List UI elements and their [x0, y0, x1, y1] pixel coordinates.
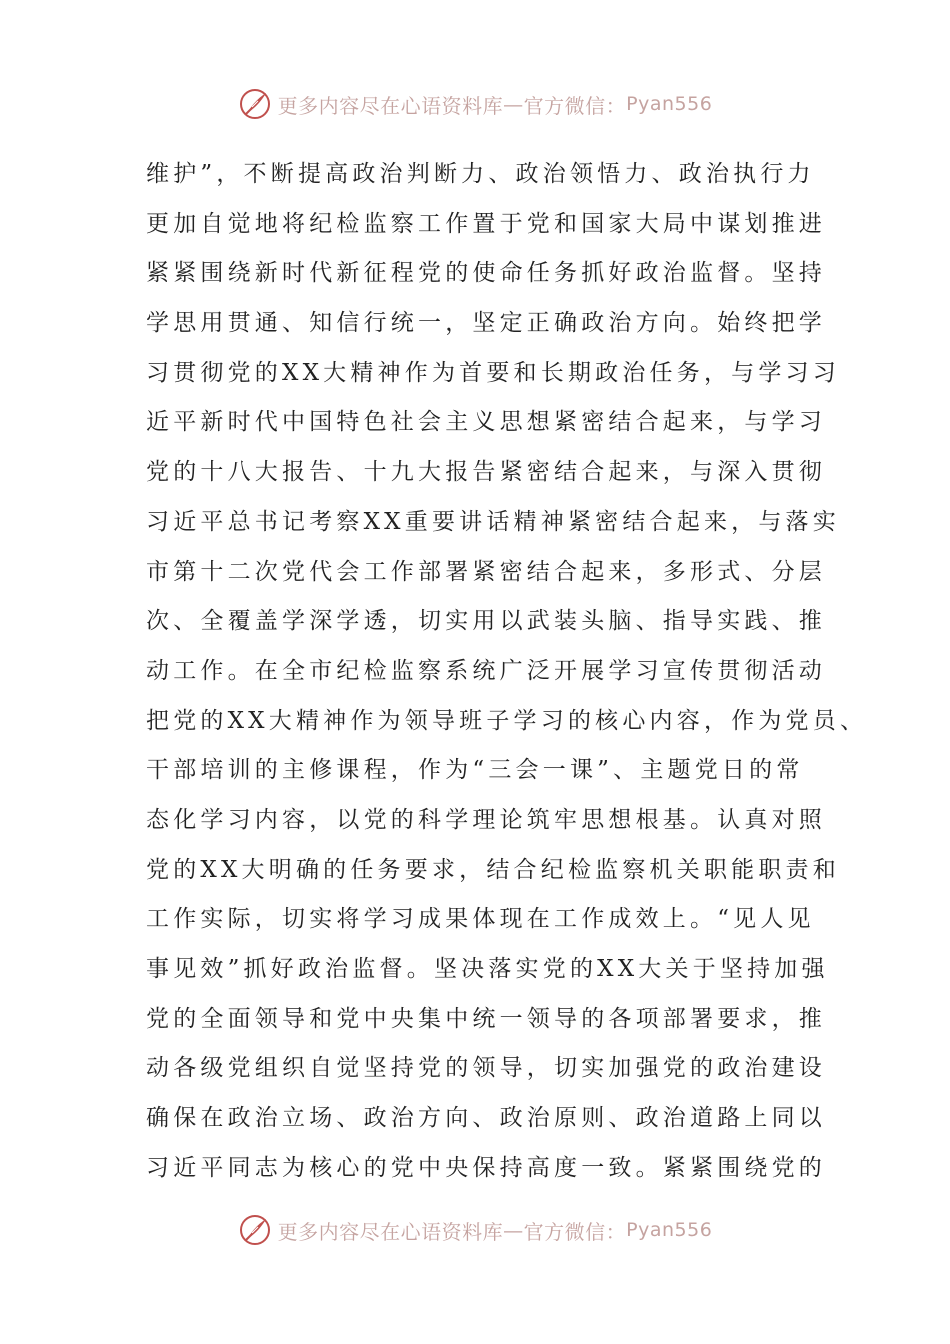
- header-wechat-label: 官方微信：: [523, 93, 627, 118]
- body-line: 更加自觉地将纪检监察工作置于党和国家大局中谋划推进: [146, 210, 826, 237]
- feather-pen-icon: [238, 1213, 272, 1247]
- footer-site-text: 更多内容尽在心语资料库: [277, 1219, 504, 1244]
- body-line: 工作实际，切实将学习成果体现在工作成效上。“见人见: [146, 906, 815, 933]
- footer-wechat-label: 官方微信：: [523, 1219, 627, 1244]
- body-line: 党的十八大报告、十九大报告紧密结合起来，与深入贯彻: [146, 459, 826, 486]
- footer-watermark: [0, 1210, 950, 1250]
- body-line: 动工作。在全市纪检监察系统广泛开展学习宣传贯彻活动: [146, 657, 826, 684]
- body-line: 党的XX大明确的任务要求，结合纪检监察机关职能职责和: [146, 856, 840, 883]
- header-dash: —: [503, 92, 524, 116]
- body-line: 把党的XX大精神作为领导班子学习的核心内容，作为党员、: [146, 707, 868, 734]
- body-line: 维护”，不断提高政治判断力、政治领悟力、政治执行力: [146, 161, 815, 187]
- body-line: 习近平总书记考察XX重要讲话精神紧密结合起来，与落实: [146, 508, 840, 535]
- body-line: 学思用贯通、知信行统一，坚定正确政治方向。始终把学: [146, 310, 826, 337]
- body-line: 事见效”抓好政治监督。坚决落实党的XX大关于坚持加强: [146, 956, 829, 982]
- body-line: 动各级党组织自觉坚持党的领导，切实加强党的政治建设: [146, 1055, 826, 1082]
- header-wechat-id: Pyan556: [626, 93, 713, 115]
- body-line: 党的全面领导和党中央集中统一领导的各项部署要求，推: [146, 1005, 826, 1032]
- body-line: 态化学习内容，以党的科学理论筑牢思想根基。认真对照: [146, 806, 826, 833]
- body-line: 习贯彻党的XX大精神作为首要和长期政治任务，与学习习: [146, 359, 840, 386]
- feather-pen-icon: [238, 87, 272, 121]
- header-site-text: 更多内容尽在心语资料库: [277, 93, 504, 118]
- body-line: 习近平同志为核心的党中央保持高度一致。紧紧围绕党的: [146, 1154, 826, 1181]
- header-watermark: [0, 84, 950, 124]
- footer-wechat-id: Pyan556: [626, 1219, 713, 1241]
- body-line: 市第十二次党代会工作部署紧密结合起来，多形式、分层: [146, 558, 826, 585]
- footer-dash: —: [503, 1218, 524, 1242]
- body-line: 干部培训的主修课程，作为“三会一课”、主题党日的常: [146, 757, 804, 784]
- document-body: [146, 150, 868, 1193]
- body-line: 近平新时代中国特色社会主义思想紧密结合起来，与学习: [146, 409, 826, 436]
- body-line: 确保在政治立场、政治方向、政治原则、政治道路上同以: [146, 1105, 826, 1132]
- body-line: 次、全覆盖学深学透，切实用以武装头脑、指导实践、推: [146, 608, 826, 635]
- body-line: 紧紧围绕新时代新征程党的使命任务抓好政治监督。坚持: [146, 260, 826, 287]
